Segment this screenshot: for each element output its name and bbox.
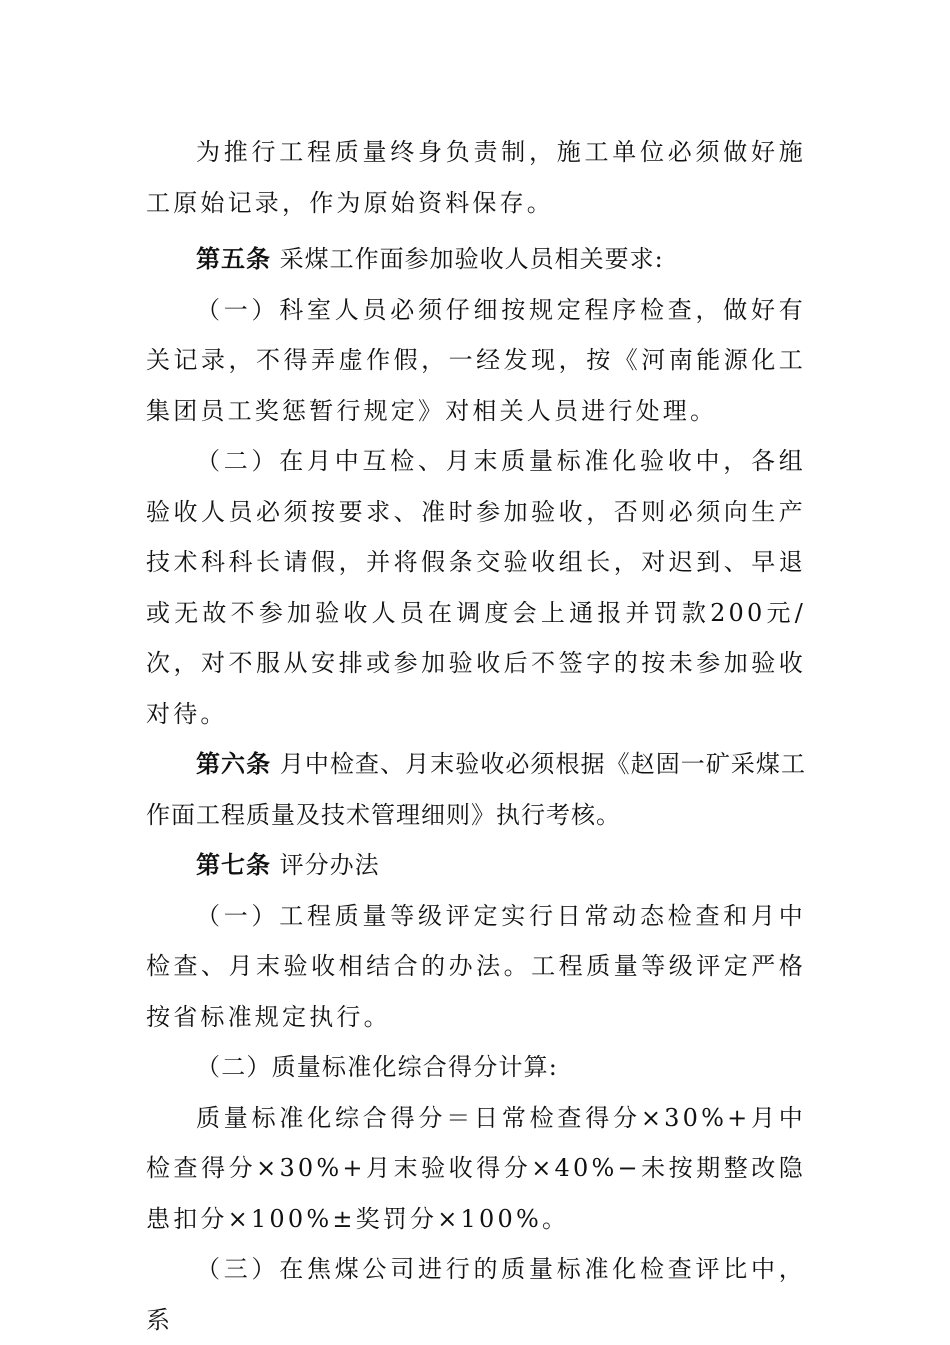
paragraph-item-2-inspection bbox=[146, 436, 806, 739]
paragraph-text: （一）科室人员必须仔细按规定程序检查，做好有关记录，不得弄虚作假，一经发现，按《河南能源化工集团员工奖惩暂行规定》对相关人员进行处理。 bbox=[146, 295, 806, 425]
paragraph-score-formula bbox=[146, 1093, 806, 1245]
paragraph-text: （三）在焦煤公司进行的质量标准化检查评比中，系 bbox=[146, 1255, 806, 1334]
paragraph-construction-records bbox=[146, 127, 806, 228]
paragraph-text: （二）在月中互检、月末质量标准化验收中，各组验收人员必须按要求、准时参加验收，否则必须向生产技术科科长请假，并将假条交验收组长，对迟到、早退或无故不参加验收人员在调度会上通报并罚款200元/次，对不服从安排或参加验收后不签字的按未参加验收对待。 bbox=[146, 447, 806, 728]
document-page bbox=[146, 127, 806, 1345]
paragraph-item-1-staff bbox=[146, 285, 806, 437]
paragraph-article-7 bbox=[146, 840, 806, 891]
article-heading: 第七条 bbox=[196, 850, 271, 879]
paragraph-grading-method bbox=[146, 891, 806, 1043]
article-heading: 第五条 bbox=[196, 244, 271, 273]
paragraph-text: （二）质量标准化综合得分计算: bbox=[196, 1053, 559, 1081]
paragraph-text: （一）工程质量等级评定实行日常动态检查和月中检查、月末验收相结合的办法。工程质量等级评定严格按省标准规定执行。 bbox=[146, 901, 806, 1031]
paragraph-text: 为推行工程质量终身负责制，施工单位必须做好施工原始记录，作为原始资料保存。 bbox=[146, 138, 806, 217]
paragraph-text: 评分办法 bbox=[271, 851, 380, 879]
paragraph-text: 质量标准化综合得分＝日常检查得分×30%+月中检查得分×30%+月末验收得分×40%−未按期整改隐患扣分×100%±奖罚分×100%。 bbox=[146, 1103, 806, 1233]
paragraph-text: 月中检查、月末验收必须根据《赵固一矿采煤工作面工程质量及技术管理细则》执行考核。 bbox=[146, 750, 806, 829]
article-heading: 第六条 bbox=[196, 749, 272, 778]
paragraph-score-calc-heading bbox=[146, 1042, 806, 1093]
paragraph-text: 采煤工作面参加验收人员相关要求: bbox=[271, 245, 664, 273]
paragraph-article-6 bbox=[146, 739, 806, 840]
paragraph-article-5 bbox=[146, 234, 806, 285]
paragraph-item-3-evaluation bbox=[146, 1244, 806, 1345]
